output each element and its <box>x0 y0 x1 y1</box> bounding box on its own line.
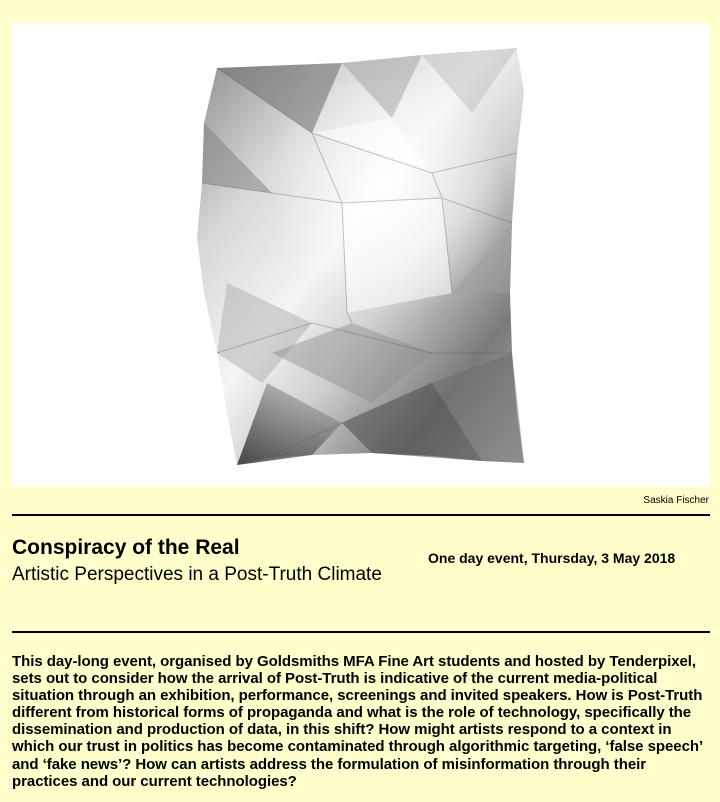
divider-bottom <box>12 631 710 633</box>
event-subtitle: Artistic Perspectives in a Post-Truth Climate <box>12 564 382 585</box>
image-credit: Saskia Fischer <box>643 495 709 506</box>
event-date: One day event, Thursday, 3 May 2018 <box>428 550 676 566</box>
crumpled-paper-image <box>12 23 710 487</box>
event-title: Conspiracy of the Real <box>12 536 240 559</box>
divider-top <box>12 514 710 516</box>
hero-image <box>12 23 710 487</box>
event-description: This day-long event, organised by Goldsmiths MFA Fine Art students and hosted by Tenderpixel, sets out to consider how the arrival of Post-Truth is indicative of the current media-political situation through an exhibition, performance, screenings and invited speakers. How is Post-Truth different from historical forms of propaganda and what is the role of technology, specifically the dissemination and production of data, in this shift? How might artists respond to a context in which our trust in politics has become contaminated through algorithmic targeting, ‘false speech’ and ‘fake news’? How can artists address the formulation of misinformation through their practices and our current technologies? <box>12 653 703 790</box>
